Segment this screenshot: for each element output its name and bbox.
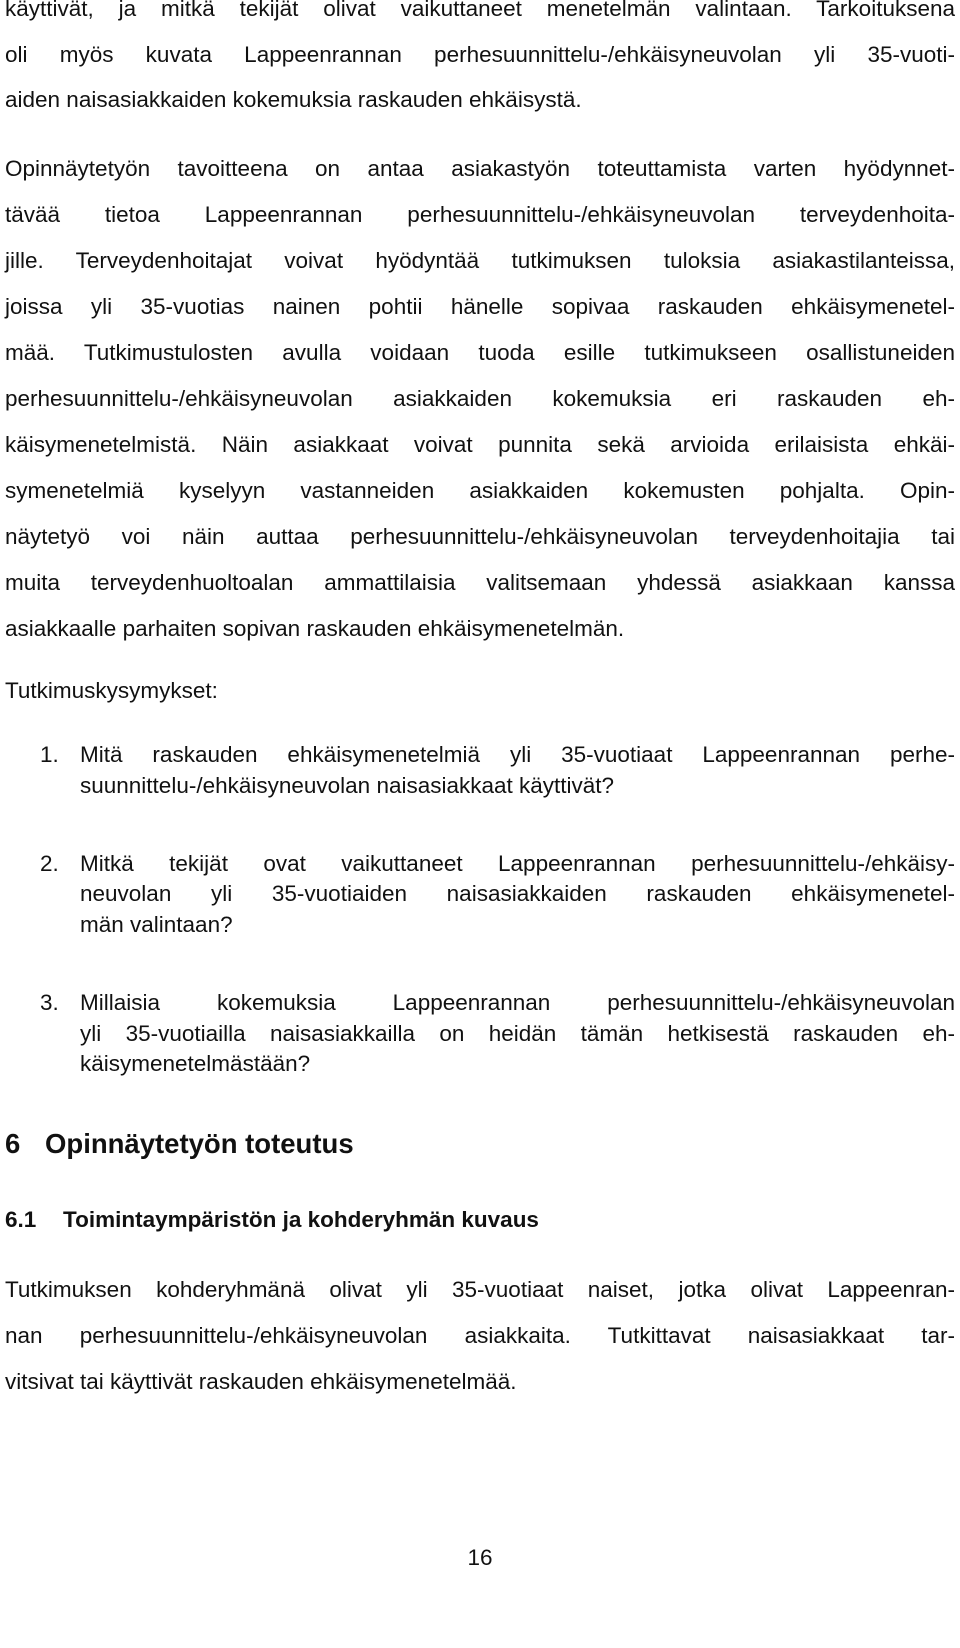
list-item-line: neuvolan yli 35-vuotiaiden naisasiakkaiden raskauden ehkäisymenetel- (80, 881, 955, 906)
page-number: 16 (467, 1545, 493, 1570)
text-line: käisymenetelmistä. Näin asiakkaat voivat punnita sekä arvioida erilaisista ehkäi- (5, 432, 955, 457)
text-line: symenetelmiä kyselyyn vastanneiden asiakkaiden kokemusten pohjalta. Opin- (5, 478, 955, 503)
text-line: oli myös kuvata Lappeenrannan perhesuunnittelu-/ehkäisyneuvolan yli 35-vuoti- (5, 42, 955, 67)
subsection-heading (5, 1209, 539, 1232)
text-line: asiakkaalle parhaiten sopivan raskauden ehkäisymenetelmän. (5, 616, 625, 641)
questions-label: Tutkimuskysymykset: (5, 678, 218, 703)
list-item-line: Mitkä tekijät ovat vaikuttaneet Lappeenrannan perhesuunnittelu-/ehkäisy- (80, 851, 955, 876)
text-line: vitsivat tai käyttivät raskauden ehkäisymenetelmää. (5, 1369, 517, 1394)
text-line: käyttivät, ja mitkä tekijät olivat vaikuttaneet menetelmän valintaan. Tarkoituksena (5, 0, 955, 21)
list-item-number: 1. (40, 742, 59, 767)
text-line: mää. Tutkimustulosten avulla voidaan tuoda esille tutkimukseen osallistuneiden (5, 340, 955, 365)
text-line: tävää tietoa Lappeenrannan perhesuunnittelu-/ehkäisyneuvolan terveydenhoita- (5, 202, 955, 227)
list-item-number: 2. (40, 851, 59, 876)
section-title: Opinnäytetyön toteutus (45, 1128, 354, 1159)
subsection-title: Toimintaympäristön ja kohderyhmän kuvaus (63, 1207, 539, 1232)
list-item-line: yli 35-vuotiailla naisasiakkailla on heidän tämän hetkisestä raskauden eh- (80, 1021, 955, 1046)
text-line: nan perhesuunnittelu-/ehkäisyneuvolan asiakkaita. Tutkittavat naisasiakkaat tar- (5, 1323, 955, 1348)
section-number: 6 (5, 1128, 21, 1159)
text-line: Tutkimuksen kohderyhmänä olivat yli 35-vuotiaat naiset, jotka olivat Lappeenran- (5, 1277, 955, 1302)
text-line: näytetyö voi näin auttaa perhesuunnittelu-/ehkäisyneuvolan terveydenhoitajia tai (5, 524, 955, 549)
list-item-line: Mitä raskauden ehkäisymenetelmiä yli 35-vuotiaat Lappeenrannan perhe- (80, 742, 955, 767)
text-line: Opinnäytetyön tavoitteena on antaa asiakastyön toteuttamista varten hyödynnet- (5, 156, 955, 181)
text-line: muita terveydenhuoltoalan ammattilaisia valitsemaan yhdessä asiakkaan kanssa (5, 570, 955, 595)
list-item-line: suunnittelu-/ehkäisyneuvolan naisasiakkaat käyttivät? (80, 773, 615, 798)
list-item-line: Millaisia kokemuksia Lappeenrannan perhesuunnittelu-/ehkäisyneuvolan (80, 990, 955, 1015)
list-item-number: 3. (40, 990, 59, 1015)
subsection-number: 6.1 (5, 1207, 37, 1232)
list-item-line: käisymenetelmästään? (80, 1051, 311, 1076)
section-heading (5, 1130, 354, 1158)
text-line: perhesuunnittelu-/ehkäisyneuvolan asiakkaiden kokemuksia eri raskauden eh- (5, 386, 955, 411)
text-line: aiden naisasiakkaiden kokemuksia raskauden ehkäisystä. (5, 87, 582, 112)
list-item-line: män valintaan? (80, 912, 233, 937)
text-line: jille. Terveydenhoitajat voivat hyödyntää tutkimuksen tuloksia asiakastilanteissa, (5, 248, 955, 273)
text-line: joissa yli 35-vuotias nainen pohtii hänelle sopivaa raskauden ehkäisymenetel- (5, 294, 955, 319)
